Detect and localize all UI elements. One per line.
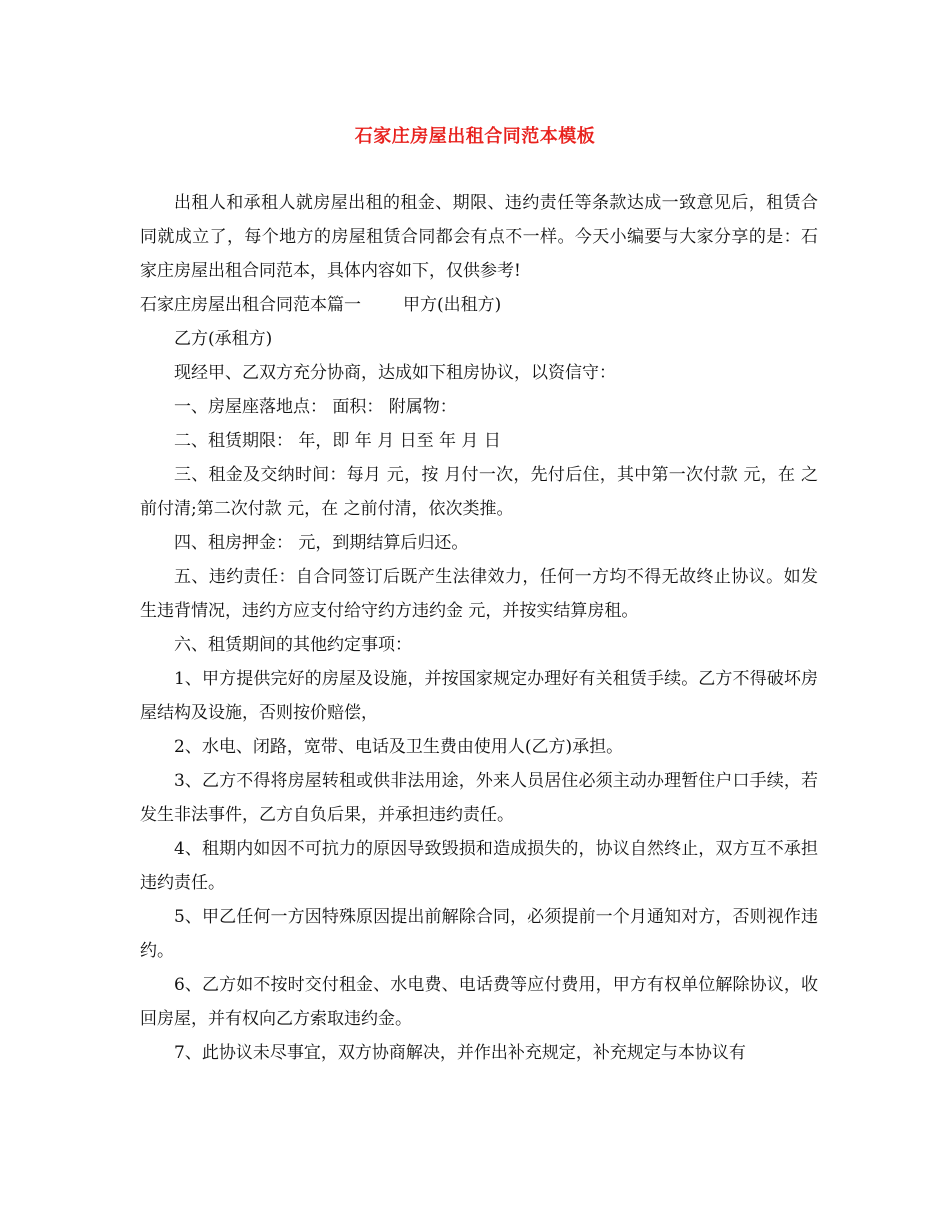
item-6: 6、乙方如不按时交付租金、水电费、电话费等应付费用，甲方有权单位解除协议，收回房屋，并有权向乙方索取违约金。 [140, 975, 818, 1029]
intro-paragraph: 出租人和承租人就房屋出租的租金、期限、违约责任等条款达成一致意见后，租赁合同就成立了，每个地方的房屋租赁合同都会有点不一样。今天小编要与大家分享的是：石家庄房屋出租合同范本，具体内容如下，仅供参考! [140, 193, 818, 281]
item-4: 4、租期内如因不可抗力的原因导致毁损和造成损失的，协议自然终止，双方互不承担违约责任。 [140, 839, 818, 893]
clause-breach: 五、违约责任：自合同签订后既产生法律效力，任何一方均不得无故终止协议。如发生违背情况，违约方应支付给守约方违约金 元，并按实结算房租。 [140, 567, 818, 621]
item-1: 1、甲方提供完好的房屋及设施，并按国家规定办理好有关租赁手续。乙方不得破坏房屋结构及设施，否则按价赔偿， [140, 669, 818, 723]
item-2: 2、水电、闭路，宽带、电话及卫生费由使用人(乙方)承担。 [174, 737, 624, 757]
section-heading-line [140, 288, 818, 322]
clause-rent: 三、租金及交纳时间：每月 元，按 月付一次，先付后住，其中第一次付款 元，在 之前付清;第二次付款 元，在 之前付清，依次类推。 [140, 465, 818, 519]
clause-deposit: 四、租房押金： 元，到期结算后归还。 [174, 533, 469, 553]
item-7: 7、此协议未尽事宜，双方协商解决，并作出补充规定，补充规定与本协议有 [174, 1043, 746, 1063]
clause-location: 一、房屋座落地点： 面积： 附属物： [174, 397, 457, 417]
document-body [140, 186, 818, 1070]
item-5: 5、甲乙任何一方因特殊原因提出前解除合同，必须提前一个月通知对方，否则视作违约。 [140, 907, 818, 961]
item-3: 3、乙方不得将房屋转租或供非法用途，外来人员居住必须主动办理暂住户口手续，若发生非法事件，乙方自负后果，并承担违约责任。 [140, 771, 818, 825]
section-heading: 石家庄房屋出租合同范本篇一 [140, 295, 361, 315]
document-title: 石家庄房屋出租合同范本模板 [354, 126, 596, 147]
clause-other: 六、租赁期间的其他约定事项： [174, 635, 412, 655]
paragraph: 现经甲、乙双方充分协商，达成如下租房协议，以资信守： [174, 363, 616, 383]
party-b-label: 乙方(承租方) [174, 329, 273, 349]
party-a-label: 甲方(出租方) [403, 295, 502, 315]
clause-term: 二、租赁期限： 年，即 年 月 日至 年 月 日 [174, 431, 501, 451]
